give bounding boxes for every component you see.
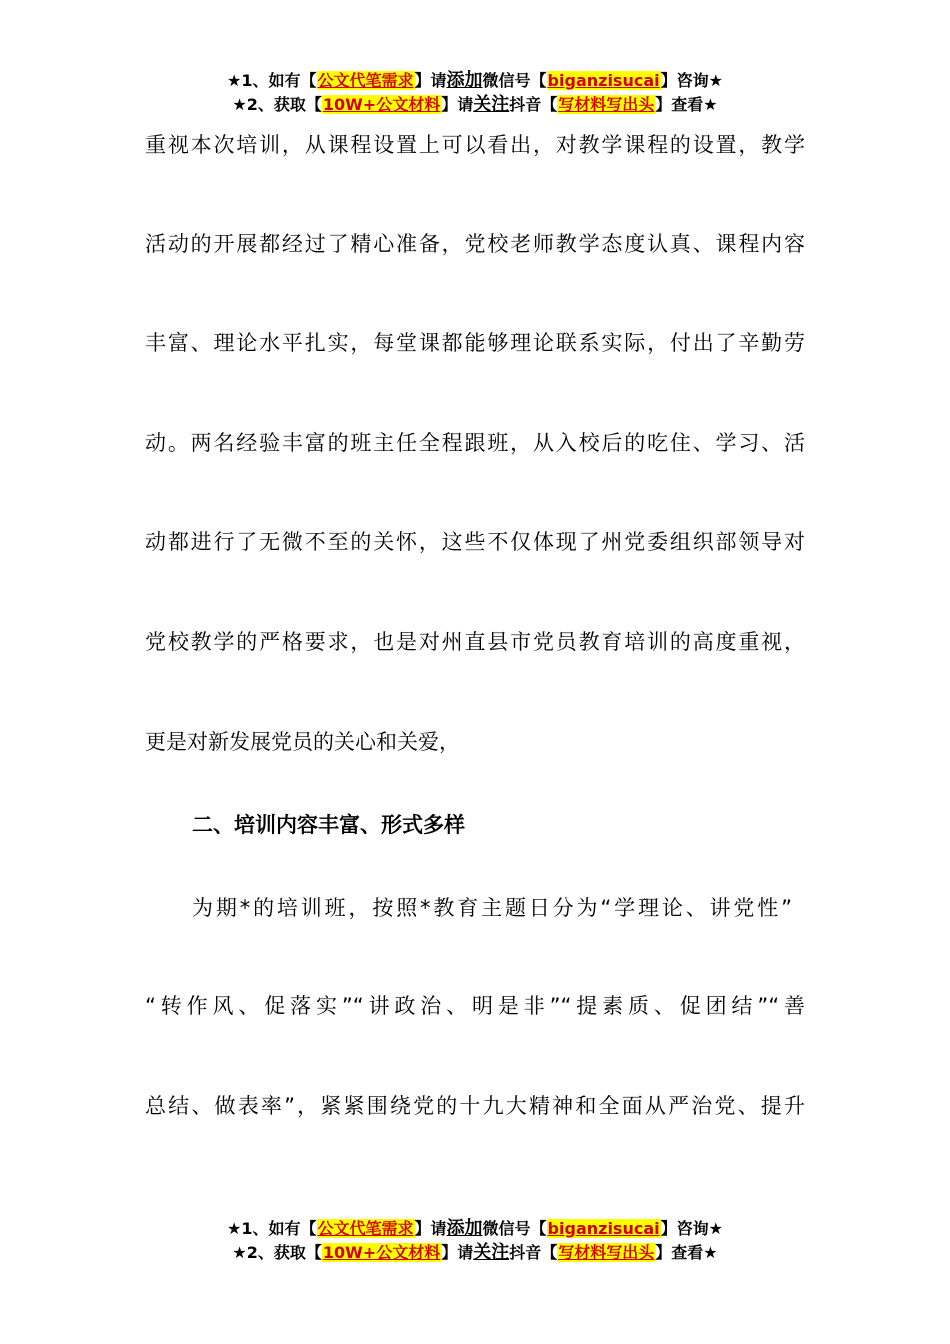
body-line: 党校教学的严格要求，也是对州直县市党员教育培训的高度重视， [145,630,805,654]
banner-text: 微信号【 [482,71,547,90]
body-line: 为期*的培训班，按照*教育主题日分为“学理论、讲党性” [192,896,792,920]
body-line: “转作风、促落实”“讲政治、明是非”“提素质、促团结”“善 [145,994,805,1018]
banner-text: 抖音【 [509,95,558,114]
banner-text: ★1、如有【 [227,1219,317,1238]
banner-highlight: 公文代笔需求 [317,71,414,90]
banner-line-2 [0,1241,950,1265]
banner-text: ★1、如有【 [227,71,317,90]
banner-text: 】请 [441,95,474,114]
banner-text: 】请 [414,71,447,90]
banner-text: 抖音【 [509,1243,558,1262]
banner-emphasis: 关注 [473,94,510,115]
banner-emphasis: 添加 [446,1218,483,1239]
banner-text: 】请 [441,1243,474,1262]
banner-emphasis: 添加 [446,70,483,91]
banner-text: 】咨询★ [660,71,723,90]
banner-text: 】查看★ [655,95,718,114]
banner-highlight: 10W+公文材料 [322,1243,441,1262]
banner-text: 】查看★ [655,1243,718,1262]
body-line: 更是对新发展党员的关心和关爱， [145,730,460,754]
banner-emphasis: 关注 [473,1242,510,1263]
body-line: 丰富、理论水平扎实，每堂课都能够理论联系实际，付出了辛勤劳 [145,331,805,355]
banner-line-1 [0,69,950,93]
banner-highlight: 写材料写出头 [558,95,655,114]
banner-text: 】咨询★ [660,1219,723,1238]
banner-text: 】请 [414,1219,447,1238]
banner-highlight: 写材料写出头 [558,1243,655,1262]
body-line: 总结、做表率”，紧紧围绕党的十九大精神和全面从严治党、提升 [145,1094,805,1118]
banner-highlight: biganzisucai [547,71,660,90]
section-heading: 二、培训内容丰富、形式多样 [192,813,465,837]
banner-text: 微信号【 [482,1219,547,1238]
body-line: 重视本次培训，从课程设置上可以看出，对教学课程的设置，教学 [145,133,805,157]
body-line: 动。两名经验丰富的班主任全程跟班，从入校后的吃住、学习、活 [145,431,805,455]
header-banner [0,69,950,117]
body-line: 活动的开展都经过了精心准备，党校老师教学态度认真、课程内容 [145,232,805,256]
banner-highlight: 公文代笔需求 [317,1219,414,1238]
footer-banner [0,1217,950,1265]
banner-highlight: 10W+公文材料 [322,95,441,114]
banner-line-2 [0,93,950,117]
banner-text: ★2、获取【 [232,95,322,114]
banner-line-1 [0,1217,950,1241]
banner-highlight: biganzisucai [547,1219,660,1238]
body-line: 动都进行了无微不至的关怀，这些不仅体现了州党委组织部领导对 [145,530,805,554]
banner-text: ★2、获取【 [232,1243,322,1262]
